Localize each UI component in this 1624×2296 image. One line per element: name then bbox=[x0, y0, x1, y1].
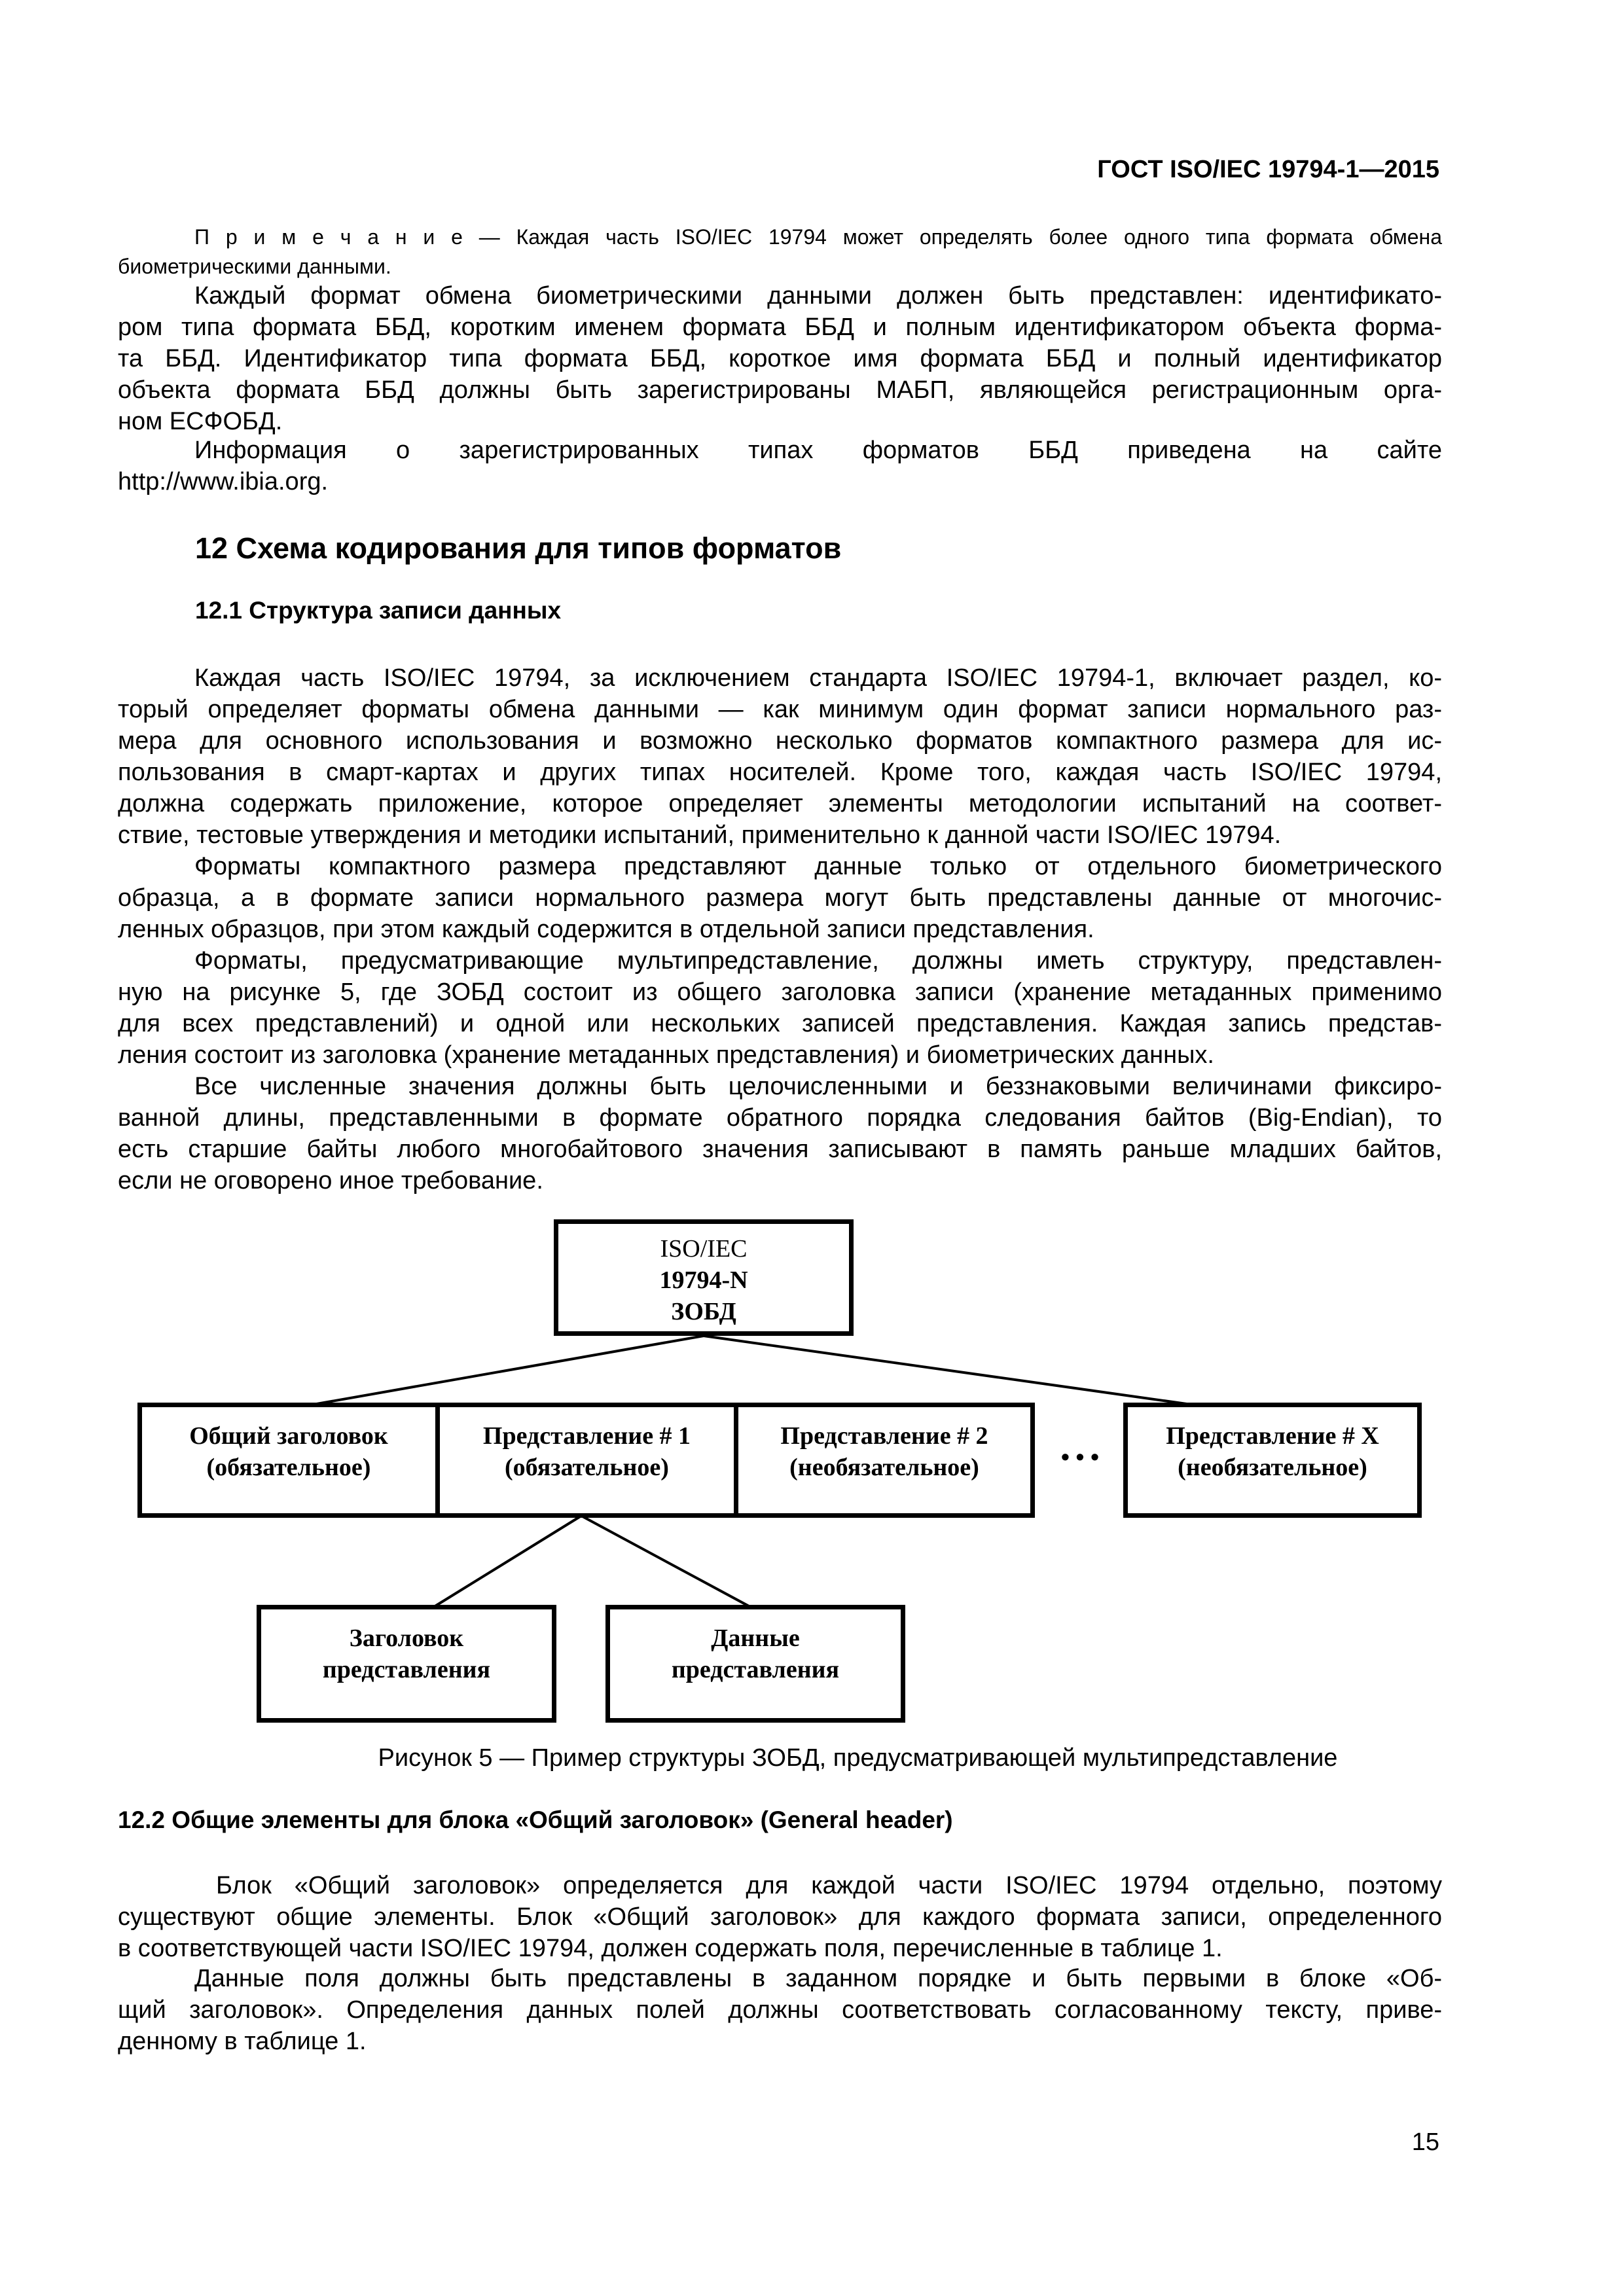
text-line: должна содержать приложение, которое определяет элементы методологии испытаний на соответ- bbox=[118, 790, 1442, 817]
representation-x-box bbox=[1123, 1403, 1422, 1518]
text-line: пользования в смарт-картах и других типах носителей. Кроме того, каждая часть ISO/IEC 19794, bbox=[118, 759, 1442, 786]
box-text: ЗОБД bbox=[671, 1298, 736, 1325]
box-text: представления bbox=[322, 1656, 491, 1683]
representation-header-box bbox=[257, 1605, 556, 1723]
subsection-heading: 12.2 Общие элементы для блока «Общий заголовок» (General header) bbox=[118, 1806, 953, 1833]
box-text: Данные bbox=[711, 1624, 800, 1652]
text-line: биометрическими данными. bbox=[118, 255, 391, 278]
text-line: Форматы, предусматривающие мультипредставление, должны иметь структуру, представлен- bbox=[194, 947, 1442, 975]
text-line: Информация о зарегистрированных типах форматов ББД приведена на сайте bbox=[194, 437, 1442, 464]
text-line: если не оговорено иное требование. bbox=[118, 1167, 543, 1194]
text-line: есть старшие байты любого многобайтового значения записывают в память раньше младших байтов, bbox=[118, 1136, 1442, 1163]
section-heading: 12 Схема кодирования для типов форматов bbox=[195, 531, 842, 565]
text-line: объекта формата ББД должны быть зарегистрированы МАБП, являющейся регистрационным орга- bbox=[118, 376, 1442, 404]
document-header: ГОСТ ISO/IEC 19794-1—2015 bbox=[1097, 156, 1439, 183]
ellipsis: • • • bbox=[1061, 1443, 1099, 1470]
box-text: Заголовок bbox=[349, 1624, 464, 1652]
text-line: П р и м е ч а н и е — Каждая часть ISO/IEC 19794 может определять более одного типа формата обмена bbox=[194, 225, 1442, 249]
representation-data-box bbox=[605, 1605, 905, 1723]
box-text: Представление # 2 bbox=[780, 1422, 988, 1450]
text-line: Каждая часть ISO/IEC 19794, за исключением стандарта ISO/IEC 19794-1, включает раздел, ко- bbox=[194, 664, 1442, 692]
text-line: ствие, тестовые утверждения и методики испытаний, применительно к данной части ISO/IEC 19794. bbox=[118, 821, 1282, 849]
text-line: Каждый формат обмена биометрическими данными должен быть представлен: идентификато- bbox=[194, 282, 1442, 310]
text-line: в соответствующей части ISO/IEC 19794, должен содержать поля, перечисленные в таблице 1. bbox=[118, 1935, 1223, 1962]
text-line: денному в таблице 1. bbox=[118, 2028, 367, 2055]
box-text: ISO/IEC bbox=[660, 1235, 748, 1263]
text-line: ном ЕСФОБД. bbox=[118, 408, 283, 435]
text-line: ную на рисунке 5, где ЗОБД состоит из общего заголовка записи (хранение метаданных применимо bbox=[118, 978, 1442, 1006]
root-box bbox=[554, 1219, 854, 1336]
text-line: Данные поля должны быть представлены в заданном порядке и быть первыми в блоке «Об- bbox=[194, 1965, 1442, 1992]
general-header-box bbox=[137, 1403, 440, 1518]
text-line: та ББД. Идентификатор типа формата ББД, короткое имя формата ББД и полный идентификатор bbox=[118, 345, 1442, 372]
box-text: Представление # X bbox=[1166, 1422, 1379, 1450]
figure-caption: Рисунок 5 — Пример структуры ЗОБД, предусматривающей мультипредставление bbox=[378, 1744, 1338, 1772]
text-line: торый определяет форматы обмена данными — как минимум один формат записи нормального раз- bbox=[118, 696, 1442, 723]
subsection-heading: 12.1 Структура записи данных bbox=[195, 597, 562, 624]
text-line: ленных образцов, при этом каждый содержится в отдельной записи представления. bbox=[118, 916, 1094, 943]
text-line: ления состоит из заголовка (хранение метаданных представления) и биометрических данных. bbox=[118, 1041, 1214, 1069]
text-line: ром типа формата ББД, коротким именем формата ББД и полным идентификатором объекта форма- bbox=[118, 314, 1442, 341]
text-line: Блок «Общий заголовок» определяется для каждой части ISO/IEC 19794 отдельно, поэтому bbox=[216, 1872, 1442, 1899]
page-number: 15 bbox=[1411, 2128, 1439, 2156]
text-line: для всех представлений) и одной или нескольких записей представления. Каждая запись представ- bbox=[118, 1010, 1442, 1037]
box-text: 19794-N bbox=[659, 1266, 748, 1294]
paragraph bbox=[118, 1870, 1442, 1964]
box-text: Общий заголовок bbox=[189, 1422, 388, 1450]
text-line: щий заголовок». Определения данных полей должны соответствовать согласованному тексту, приве- bbox=[118, 1996, 1442, 2024]
representation-2-box bbox=[734, 1403, 1035, 1518]
box-text: (обязательное) bbox=[505, 1454, 669, 1481]
box-text: Представление # 1 bbox=[482, 1422, 691, 1450]
box-text: (необязательное) bbox=[1178, 1454, 1367, 1481]
box-text: представления bbox=[671, 1656, 840, 1683]
representation-1-box bbox=[435, 1403, 738, 1518]
text-line: Форматы компактного размера представляют данные только от отдельного биометрического bbox=[194, 853, 1442, 880]
text-line: существуют общие элементы. Блок «Общий заголовок» для каждого формата записи, определенного bbox=[118, 1903, 1442, 1931]
box-text: (обязательное) bbox=[206, 1454, 371, 1481]
box-text: (необязательное) bbox=[789, 1454, 979, 1481]
text-line: ванной длины, представленными в формате обратного порядка следования байтов (Big-Endian), то bbox=[118, 1104, 1442, 1132]
text-line: образца, а в формате записи нормального размера могут быть представлены данные от многочис- bbox=[118, 884, 1442, 912]
text-line: мера для основного использования и возможно несколько форматов компактного размера для ис- bbox=[118, 727, 1442, 755]
text-line: Все численные значения должны быть целочисленными и беззнаковыми величинами фиксиро- bbox=[194, 1073, 1442, 1100]
paragraph bbox=[118, 1963, 1442, 2057]
text-line: http://www.ibia.org. bbox=[118, 468, 329, 495]
